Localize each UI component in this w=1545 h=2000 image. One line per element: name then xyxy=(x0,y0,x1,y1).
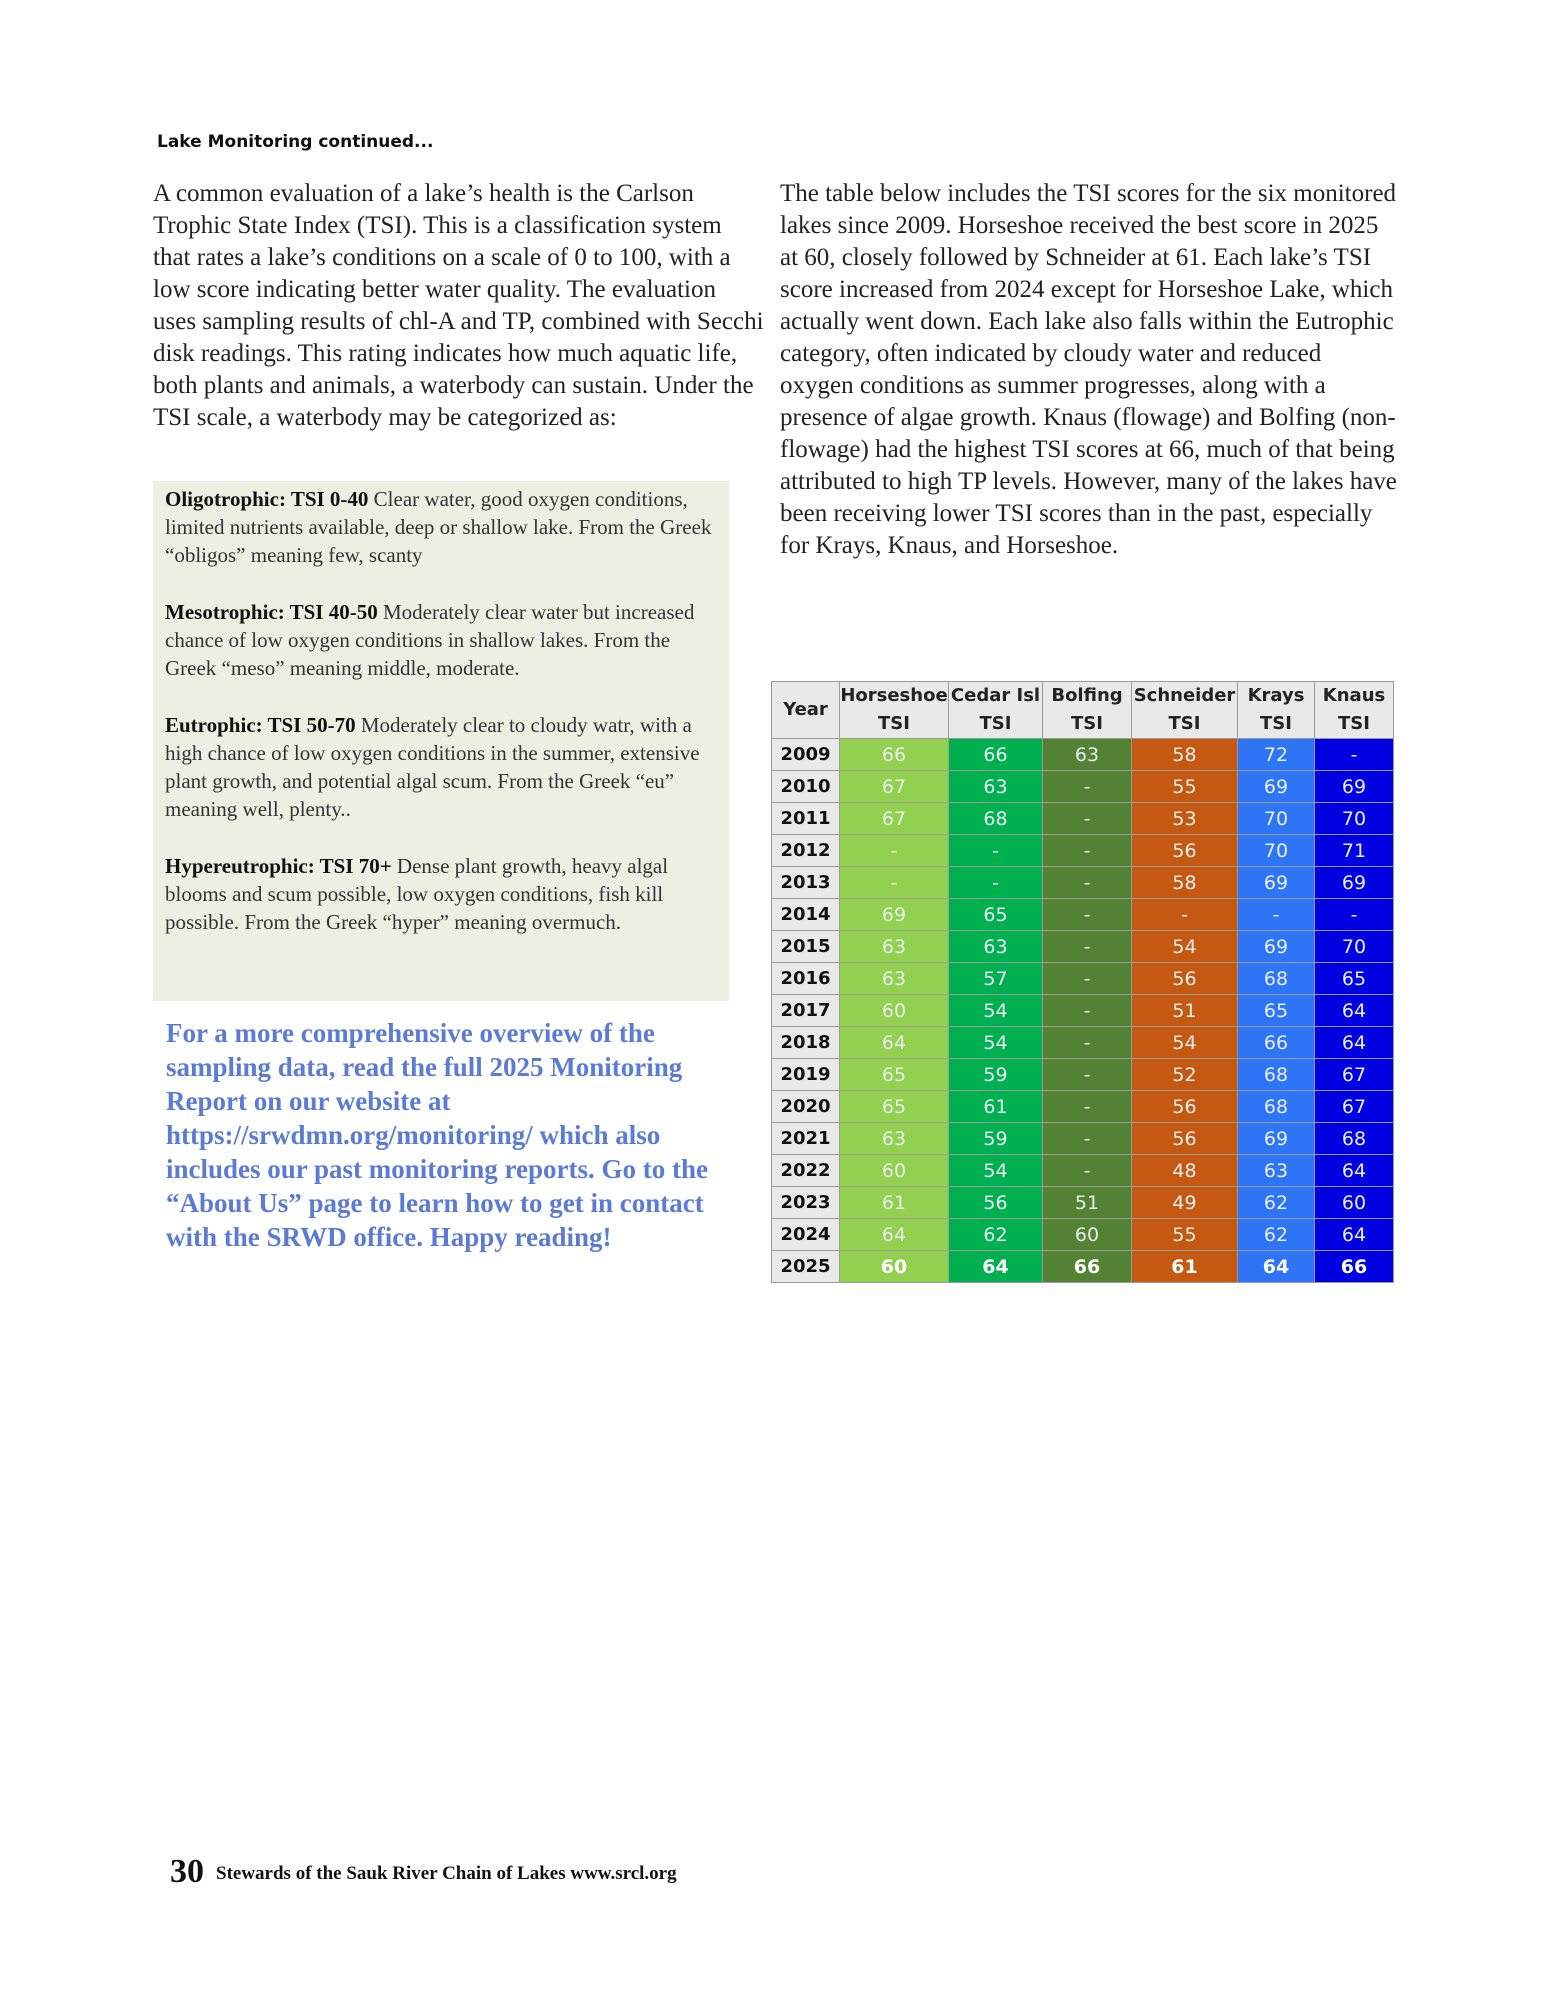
year-cell: 2022 xyxy=(772,1155,840,1187)
tsi-cell: - xyxy=(1043,803,1132,835)
tsi-cell: 61 xyxy=(1132,1251,1238,1283)
tsi-cell: 55 xyxy=(1132,771,1238,803)
tsi-cell: 66 xyxy=(1043,1251,1132,1283)
tsi-cell: 62 xyxy=(949,1219,1043,1251)
table-row xyxy=(772,803,1394,835)
lake-metric: TSI xyxy=(878,713,910,734)
tsi-cell: 64 xyxy=(1315,995,1394,1027)
tsi-cell: 64 xyxy=(840,1027,949,1059)
lake-name: Krays xyxy=(1247,685,1305,706)
year-cell: 2017 xyxy=(772,995,840,1027)
tsi-cell: 65 xyxy=(840,1059,949,1091)
category-description: Moderately clear water but increased chance of low oxygen conditions in shallow lakes. From the Greek “meso” meaning middle, moderate. xyxy=(165,600,695,680)
table-row xyxy=(772,1251,1394,1283)
year-cell: 2010 xyxy=(772,771,840,803)
tsi-cell: 60 xyxy=(1315,1187,1394,1219)
lake-metric: TSI xyxy=(979,713,1012,734)
tsi-cell: 65 xyxy=(840,1091,949,1123)
table-row xyxy=(772,1091,1394,1123)
tsi-cell: - xyxy=(949,867,1043,899)
tsi-cell: 62 xyxy=(1238,1187,1315,1219)
tsi-summary-paragraph: The table below includes the TSI scores for the six monitored lakes since 2009. Horseshoe received the best score in 2025 at 60, closely followed by Schneider at 61. Each lake’s TSI score increased from 2024 except for Horseshoe Lake, which actually went down. Each lake also falls within the Eutrophic category, often indicated by cloudy water and reduced oxygen conditions as summer progresses, along with a presence of algae growth. Knaus (flowage) and Bolfing (non-flowage) had the highest TSI scores at 66, much of that being attributed to high TP levels. However, many of the lakes have been receiving lower TSI scores than in the past, especially for Krays, Knaus, and Horseshoe. xyxy=(780,180,1397,559)
tsi-cell: 64 xyxy=(840,1219,949,1251)
tsi-cell: 68 xyxy=(1238,1091,1315,1123)
tsi-cell: - xyxy=(840,835,949,867)
year-column-header: Year xyxy=(772,682,840,739)
tsi-cell: 59 xyxy=(949,1123,1043,1155)
lake-name: Knaus xyxy=(1322,685,1386,706)
year-cell: 2021 xyxy=(772,1123,840,1155)
year-cell: 2019 xyxy=(772,1059,840,1091)
tsi-cell: 68 xyxy=(1315,1123,1394,1155)
table-row xyxy=(772,867,1394,899)
table-row xyxy=(772,1219,1394,1251)
tsi-cell: 52 xyxy=(1132,1059,1238,1091)
tsi-cell: 56 xyxy=(949,1187,1043,1219)
lake-column-header xyxy=(1132,682,1238,739)
tsi-cell: 64 xyxy=(1238,1251,1315,1283)
tsi-cell: 53 xyxy=(1132,803,1238,835)
lake-name: Cedar Isl xyxy=(950,685,1041,706)
tsi-cell: - xyxy=(1043,963,1132,995)
tsi-cell: 54 xyxy=(949,1155,1043,1187)
year-cell: 2011 xyxy=(772,803,840,835)
report-callout: For a more comprehensive overview of the sampling data, read the full 2025 Monitoring Report on our website at https://srwdmn.org/monitoring/ which also includes our past monitoring reports. Go to the “About Us” page to learn how to get in contact with the SRWD office. Happy reading! xyxy=(166,1018,709,1252)
tsi-categories-box xyxy=(153,481,729,1001)
tsi-cell: 59 xyxy=(949,1059,1043,1091)
tsi-cell: 70 xyxy=(1315,803,1394,835)
year-cell: 2018 xyxy=(772,1027,840,1059)
tsi-cell: 48 xyxy=(1132,1155,1238,1187)
tsi-cell: 67 xyxy=(1315,1059,1394,1091)
tsi-cell: 64 xyxy=(949,1251,1043,1283)
tsi-cell: - xyxy=(1315,899,1394,931)
tsi-cell: 66 xyxy=(840,739,949,771)
tsi-cell: 64 xyxy=(1315,1027,1394,1059)
tsi-cell: 56 xyxy=(1132,1091,1238,1123)
tsi-cell: 63 xyxy=(949,931,1043,963)
tsi-cell: - xyxy=(1043,867,1132,899)
category-term: Oligotrophic: TSI 0-40 xyxy=(165,487,369,511)
tsi-cell: 65 xyxy=(949,899,1043,931)
tsi-cell: - xyxy=(1043,1155,1132,1187)
tsi-cell: 51 xyxy=(1043,1187,1132,1219)
table-row xyxy=(772,995,1394,1027)
tsi-cell: 72 xyxy=(1238,739,1315,771)
tsi-cell: 70 xyxy=(1238,803,1315,835)
tsi-cell: 69 xyxy=(1238,867,1315,899)
tsi-cell: 63 xyxy=(840,1123,949,1155)
tsi-cell: 54 xyxy=(1132,931,1238,963)
category-term: Mesotrophic: TSI 40-50 xyxy=(165,600,378,624)
tsi-cell: 54 xyxy=(1132,1027,1238,1059)
lake-column-header xyxy=(949,682,1043,739)
page-number: 30 xyxy=(170,1853,204,1890)
tsi-cell: 67 xyxy=(840,803,949,835)
tsi-cell: - xyxy=(1043,1059,1132,1091)
tsi-cell: 60 xyxy=(840,1251,949,1283)
lake-column-header xyxy=(1315,682,1394,739)
table-row xyxy=(772,771,1394,803)
year-cell: 2013 xyxy=(772,867,840,899)
tsi-cell: 62 xyxy=(1238,1219,1315,1251)
table-row xyxy=(772,739,1394,771)
tsi-cell: - xyxy=(1315,739,1394,771)
category-description: Dense plant growth, heavy algal blooms and scum possible, low oxygen conditions, fish kill possible. From the Greek “hyper” meaning overmuch. xyxy=(165,854,669,934)
table-row xyxy=(772,931,1394,963)
table-row xyxy=(772,835,1394,867)
tsi-cell: - xyxy=(1132,899,1238,931)
tsi-cell: 56 xyxy=(1132,1123,1238,1155)
tsi-cell: 57 xyxy=(949,963,1043,995)
tsi-cell: 56 xyxy=(1132,963,1238,995)
category-eutrophic xyxy=(165,711,717,823)
table-row xyxy=(772,963,1394,995)
lake-column-header xyxy=(840,682,949,739)
year-cell: 2016 xyxy=(772,963,840,995)
tsi-cell: 63 xyxy=(840,931,949,963)
category-hypereutrophic xyxy=(165,852,717,936)
tsi-cell: 66 xyxy=(1315,1251,1394,1283)
lake-name: Schneider xyxy=(1133,685,1236,706)
tsi-cell: 68 xyxy=(949,803,1043,835)
tsi-cell: 70 xyxy=(1315,931,1394,963)
tsi-cell: 70 xyxy=(1238,835,1315,867)
tsi-cell: - xyxy=(1043,1091,1132,1123)
tsi-cell: 54 xyxy=(949,1027,1043,1059)
tsi-intro-paragraph: A common evaluation of a lake’s health is the Carlson Trophic State Index (TSI). This is a classification system that rates a lake’s conditions on a scale of 0 to 100, with a low score indicating better water quality. The evaluation uses sampling results of chl-A and TP, combined with Secchi disk readings. This rating indicates how much aquatic life, both plants and animals, a waterbody can sustain. Under the TSI scale, a waterbody may be categorized as: xyxy=(153,180,764,431)
tsi-cell: 69 xyxy=(1315,867,1394,899)
tsi-cell: - xyxy=(1043,835,1132,867)
tsi-cell: 64 xyxy=(1315,1155,1394,1187)
tsi-cell: - xyxy=(1238,899,1315,931)
tsi-cell: - xyxy=(1043,1027,1132,1059)
tsi-cell: 51 xyxy=(1132,995,1238,1027)
tsi-scores-table xyxy=(771,681,1394,1283)
tsi-cell: 60 xyxy=(840,995,949,1027)
tsi-cell: 68 xyxy=(1238,963,1315,995)
tsi-cell: - xyxy=(840,867,949,899)
lake-metric: TSI xyxy=(1260,713,1292,734)
tsi-cell: 64 xyxy=(1315,1219,1394,1251)
footer-org-text: Stewards of the Sauk River Chain of Lakes www.srcl.org xyxy=(216,1863,677,1884)
tsi-cell: 63 xyxy=(1238,1155,1315,1187)
tsi-cell: 55 xyxy=(1132,1219,1238,1251)
tsi-cell: 66 xyxy=(949,739,1043,771)
year-cell: 2024 xyxy=(772,1219,840,1251)
tsi-cell: 69 xyxy=(1238,771,1315,803)
category-term: Hypereutrophic: TSI 70+ xyxy=(165,854,392,878)
table-row xyxy=(772,1155,1394,1187)
tsi-cell: 69 xyxy=(1315,771,1394,803)
category-mesotrophic xyxy=(165,598,717,682)
lake-metric: TSI xyxy=(1071,713,1103,734)
tsi-cell: - xyxy=(1043,899,1132,931)
year-cell: 2020 xyxy=(772,1091,840,1123)
tsi-cell: 63 xyxy=(1043,739,1132,771)
table-header-row xyxy=(772,682,1394,739)
tsi-cell: 63 xyxy=(840,963,949,995)
tsi-cell: 65 xyxy=(1238,995,1315,1027)
tsi-cell: - xyxy=(1043,995,1132,1027)
tsi-cell: 54 xyxy=(949,995,1043,1027)
tsi-cell: 56 xyxy=(1132,835,1238,867)
tsi-cell: 49 xyxy=(1132,1187,1238,1219)
tsi-cell: - xyxy=(1043,1123,1132,1155)
table-body xyxy=(772,739,1394,1283)
tsi-cell: 63 xyxy=(949,771,1043,803)
tsi-cell: 69 xyxy=(1238,931,1315,963)
year-cell: 2015 xyxy=(772,931,840,963)
table-row xyxy=(772,899,1394,931)
year-cell: 2023 xyxy=(772,1187,840,1219)
table-row xyxy=(772,1187,1394,1219)
tsi-cell: 67 xyxy=(1315,1091,1394,1123)
tsi-cell: 58 xyxy=(1132,867,1238,899)
lake-column-header xyxy=(1043,682,1132,739)
tsi-cell: - xyxy=(949,835,1043,867)
tsi-cell: 61 xyxy=(840,1187,949,1219)
tsi-cell: 60 xyxy=(840,1155,949,1187)
lake-name: Bolfing xyxy=(1051,685,1123,706)
lake-name: Horseshoe xyxy=(840,685,948,706)
category-term: Eutrophic: TSI 50-70 xyxy=(165,713,356,737)
section-label: Lake Monitoring continued... xyxy=(157,132,434,152)
tsi-cell: 69 xyxy=(840,899,949,931)
table-row xyxy=(772,1123,1394,1155)
year-cell: 2014 xyxy=(772,899,840,931)
category-oligotrophic xyxy=(165,485,717,569)
tsi-cell: 67 xyxy=(840,771,949,803)
category-description: Moderately clear to cloudy watr, with a high chance of low oxygen conditions in the summer, extensive plant growth, and potential algal scum. From the Greek “eu” meaning well, plenty.. xyxy=(165,713,700,821)
year-cell: 2009 xyxy=(772,739,840,771)
tsi-cell: 60 xyxy=(1043,1219,1132,1251)
year-cell: 2012 xyxy=(772,835,840,867)
tsi-cell: 61 xyxy=(949,1091,1043,1123)
table-row xyxy=(772,1059,1394,1091)
tsi-cell: 65 xyxy=(1315,963,1394,995)
tsi-cell: 66 xyxy=(1238,1027,1315,1059)
tsi-cell: - xyxy=(1043,771,1132,803)
left-column xyxy=(153,178,765,434)
category-description: Clear water, good oxygen conditions, limited nutrients available, deep or shallow lake. From the Greek “obligos” meaning few, scanty xyxy=(165,487,712,567)
lake-column-header xyxy=(1238,682,1315,739)
year-cell: 2025 xyxy=(772,1251,840,1283)
tsi-cell: 68 xyxy=(1238,1059,1315,1091)
lake-metric: TSI xyxy=(1168,713,1201,734)
tsi-cell: 69 xyxy=(1238,1123,1315,1155)
tsi-cell: 71 xyxy=(1315,835,1394,867)
table-row xyxy=(772,1027,1394,1059)
lake-metric: TSI xyxy=(1338,713,1370,734)
tsi-cell: 58 xyxy=(1132,739,1238,771)
tsi-cell: - xyxy=(1043,931,1132,963)
page-footer xyxy=(170,1853,677,1891)
right-column xyxy=(780,178,1400,562)
